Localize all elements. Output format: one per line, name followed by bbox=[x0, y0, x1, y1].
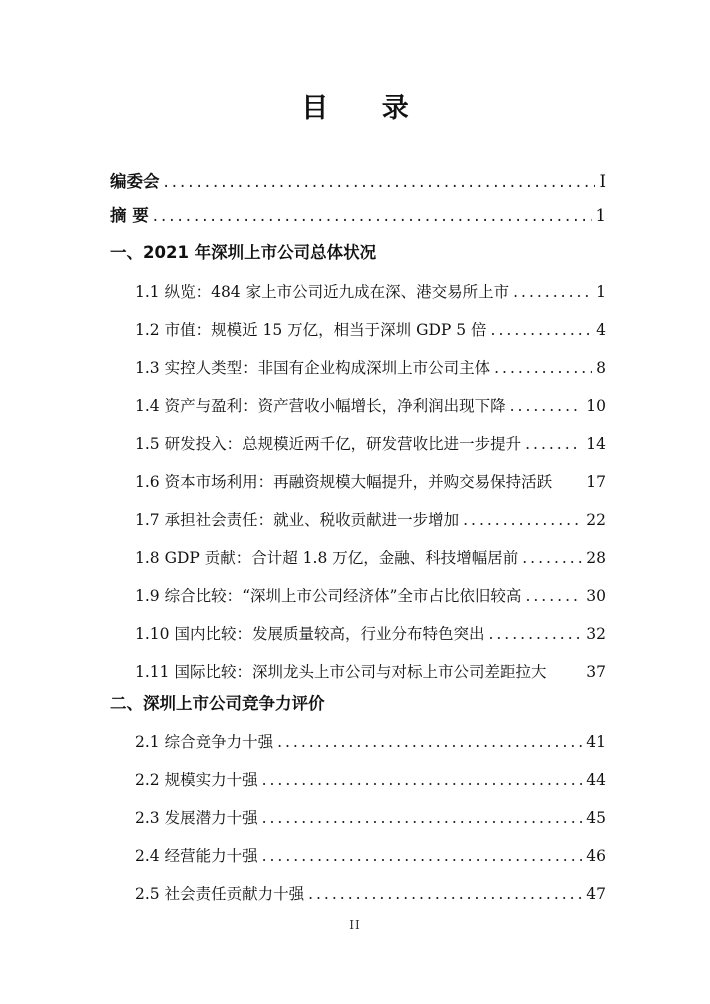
toc-entry-page-number: 45 bbox=[586, 809, 606, 827]
toc-dot-leader bbox=[513, 279, 592, 305]
toc-dot-leader bbox=[164, 169, 596, 195]
toc-entry-label: 1.1 纵览：484 家上市公司近九成在深、港交易所上市 bbox=[135, 283, 510, 301]
toc-entry-label: 1.11 国际比较：深圳龙头上市公司与对标上市公司差距拉大 bbox=[135, 663, 547, 681]
toc-dot-leader bbox=[153, 203, 592, 229]
toc-subsection-entry[interactable] bbox=[135, 393, 606, 419]
toc-dot-leader bbox=[277, 729, 582, 755]
toc-dot-leader bbox=[488, 621, 582, 647]
toc-entry-page-number: 17 bbox=[586, 473, 606, 491]
toc-subsection-entry[interactable] bbox=[135, 583, 606, 609]
toc-entry-page-number: 44 bbox=[586, 771, 606, 789]
toc-entry-label: 2.2 规模实力十强 bbox=[135, 771, 258, 789]
toc-subsection-entry[interactable] bbox=[135, 431, 606, 457]
toc-entry-label: 2.5 社会责任贡献力十强 bbox=[135, 885, 305, 903]
toc-entry-page-number: 8 bbox=[596, 359, 606, 377]
toc-entry-label: 2.3 发展潜力十强 bbox=[135, 809, 258, 827]
toc-subsection-entry[interactable] bbox=[135, 881, 606, 907]
toc-entry-label: 1.5 研发投入：总规模近两千亿，研发营收比进一步提升 bbox=[135, 435, 522, 453]
toc-dot-leader bbox=[525, 431, 582, 457]
toc-subsection-entry[interactable] bbox=[135, 355, 606, 381]
toc-subsection-entry[interactable] bbox=[135, 659, 606, 685]
toc-entry-label: 二、深圳上市公司竞争力评价 bbox=[110, 694, 325, 713]
toc-entry-page-number: 4 bbox=[596, 321, 606, 339]
toc-entry-page-number: 32 bbox=[586, 625, 606, 643]
toc-entry-label: 1.9 综合比较：“深圳上市公司经济体”全市占比依旧较高 bbox=[135, 587, 522, 605]
toc-entry-page-number: 22 bbox=[586, 511, 606, 529]
toc-dot-leader bbox=[494, 355, 592, 381]
toc-entry-page-number: 1 bbox=[595, 206, 606, 225]
toc-entry-page-number: 1 bbox=[596, 283, 606, 301]
toc-entry-label: 1.7 承担社会责任：就业、税收贡献进一步增加 bbox=[135, 511, 460, 529]
toc-dot-leader bbox=[522, 545, 582, 571]
toc-entry-label: 2.1 综合竞争力十强 bbox=[135, 733, 274, 751]
toc-entry-page-number: 46 bbox=[586, 847, 606, 865]
toc-entry-label: 编委会 bbox=[110, 172, 160, 191]
toc-section-entry[interactable] bbox=[110, 169, 606, 195]
toc-entry-label: 1.3 实控人类型：非国有企业构成深圳上市公司主体 bbox=[135, 359, 491, 377]
toc-section-entry[interactable] bbox=[110, 691, 606, 717]
toc-entry-page-number: 10 bbox=[586, 397, 606, 415]
toc-entry-label: 一、2021 年深圳上市公司总体状况 bbox=[110, 243, 377, 262]
toc-entry-page-number: I bbox=[599, 172, 606, 191]
toc-subsection-entry[interactable] bbox=[135, 805, 606, 831]
toc-entry-page-number: 47 bbox=[586, 885, 606, 903]
toc-entry-label: 1.4 资产与盈利：资产营收小幅增长，净利润出现下降 bbox=[135, 397, 506, 415]
toc-subsection-entry[interactable] bbox=[135, 317, 606, 343]
toc-subsection-entry[interactable] bbox=[135, 279, 606, 305]
toc-dot-leader bbox=[262, 843, 583, 869]
toc-entry-page-number: 41 bbox=[586, 733, 606, 751]
toc-entry-page-number: 30 bbox=[586, 587, 606, 605]
toc-subsection-entry[interactable] bbox=[135, 729, 606, 755]
toc-entry-page-number: 14 bbox=[586, 435, 606, 453]
toc-subsection-entry[interactable] bbox=[135, 843, 606, 869]
toc-entry-page-number: 37 bbox=[586, 663, 606, 681]
toc-entry-label: 1.6 资本市场利用：再融资规模大幅提升，并购交易保持活跃 bbox=[135, 473, 553, 491]
toc-entry-label: 摘 要 bbox=[110, 206, 149, 225]
toc-dot-leader bbox=[510, 393, 583, 419]
toc-subsection-entry[interactable] bbox=[135, 621, 606, 647]
toc-subsection-entry[interactable] bbox=[135, 469, 606, 495]
toc-subsection-entry[interactable] bbox=[135, 767, 606, 793]
toc-entry-label: 1.10 国内比较：发展质量较高，行业分布特色突出 bbox=[135, 625, 485, 643]
toc-dot-leader bbox=[262, 805, 583, 831]
toc-entry-label: 1.8 GDP 贡献：合计超 1.8 万亿，金融、科技增幅居前 bbox=[135, 549, 519, 567]
toc-dot-leader bbox=[262, 767, 583, 793]
toc-dot-leader bbox=[525, 583, 582, 609]
toc-section-entry[interactable] bbox=[110, 203, 606, 229]
toc-entry-page-number: 28 bbox=[586, 549, 606, 567]
toc-subsection-entry[interactable] bbox=[135, 545, 606, 571]
toc-section-entry[interactable] bbox=[110, 240, 606, 266]
page-title: 目 录 bbox=[301, 93, 431, 124]
toc-entry-label: 1.2 市值：规模近 15 万亿，相当于深圳 GDP 5 倍 bbox=[135, 321, 487, 339]
toc-entry-label: 2.4 经营能力十强 bbox=[135, 847, 258, 865]
footer-page-number: II bbox=[349, 918, 361, 932]
toc-subsection-entry[interactable] bbox=[135, 507, 606, 533]
toc-dot-leader bbox=[308, 881, 582, 907]
toc-dot-leader bbox=[491, 317, 593, 343]
toc-dot-leader bbox=[463, 507, 582, 533]
